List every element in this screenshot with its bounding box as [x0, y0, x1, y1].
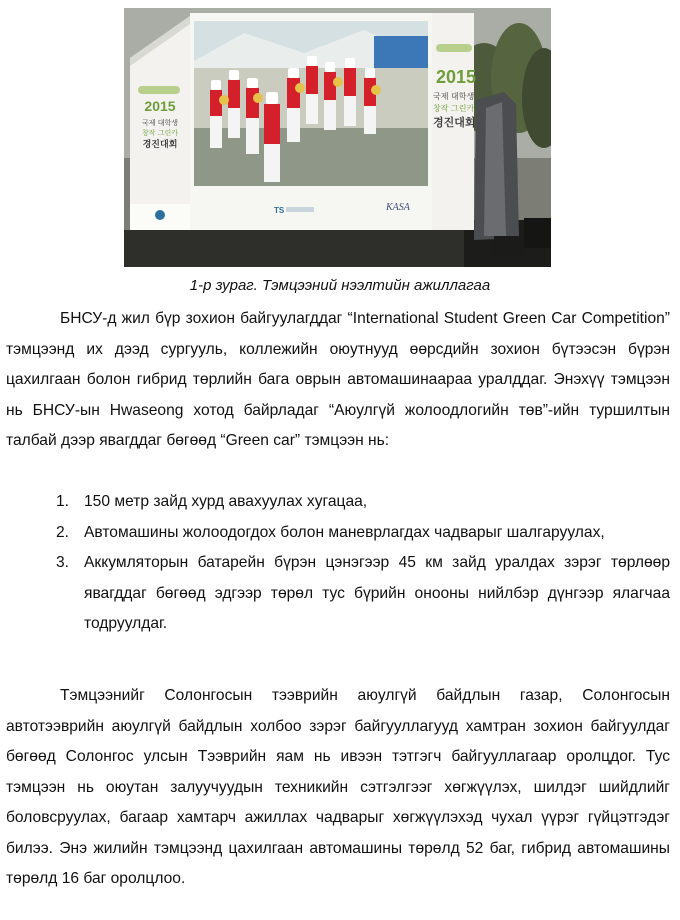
list-item-text: Аккумляторын батарейн бүрэн цэнэгээр 45 км зайд уралдах зэрэг төрлөөр явагддаг бөгөөд эдгээр төрөл тус бүрийн онооны нийлбэр дүнгээр ялагчаа тодруулдаг.	[84, 554, 670, 632]
competition-events-list	[6, 487, 670, 640]
paragraph-intro: БНСУ-д жил бүр зохион байгуулагддаг “International Student Green Car Competition” тэмцээнд их дээд сургууль, коллежийн оюутнууд өөрсдийн зохион бүтээсэн бүрэн цахилгаан болон гибрид төрлийн бага оврын автомашинаараа уралддаг. Энэхүү тэмцээн нь БНСУ-ын Hwaseong хотод байрладаг “Аюулгүй жолоодлогийн төв”-ийн туршилтын талбай дээр явагддаг бөгөөд “Green car” тэмцээн нь:	[6, 310, 670, 449]
ts-logo: TS	[274, 206, 285, 215]
list-item-number: 3.	[56, 554, 70, 571]
list-item	[6, 487, 670, 518]
right-banner-line1: 국제 대학생	[433, 92, 475, 101]
covered-tower	[474, 92, 519, 240]
stage-screen-illustration	[124, 8, 551, 267]
list-item-text: 150 метр зайд хурд авахуулах хугацаа,	[84, 493, 368, 510]
list-item	[6, 548, 670, 640]
left-banner-year: 2015	[144, 98, 176, 114]
paragraph-organizers: Тэмцээнийг Солонгосын тээврийн аюулгүй байдлын газар, Солонгосын автотээврийн аюулгүй байдлын холбоо зэрэг байгууллагууд хамтран зохион байгуулдаг бөгөөд Солонгос улсын Тээврийн яам нь ивээн тэтгэгч байгууллагаар оролцдог. Тус тэмцээн нь оюутан залуучуудын техникийн сэтгэлгээг хөгжүүлэх, шилдэг шийдлийг боловсруулах, багаар хамтарч ажиллах чадварыг хөгжүүлэхэд чухал үүрэг гүйцэтгэдэг билээ. Энэ жилийн тэмцээнд цахилгаан автомашины төрөлд 52 баг, гибрид автомашины төрөлд 16 баг оролцлоо.	[6, 687, 670, 887]
left-banner-line1: 국제 대학생	[141, 119, 179, 127]
right-banner-line3: 경진대회	[433, 116, 476, 129]
list-item-number: 1.	[56, 493, 70, 510]
list-item-number: 2.	[56, 523, 70, 541]
ministry-logo-icon	[155, 210, 165, 220]
list-item-text: Автомашины жолоодогдох болон маневрлагдах чадварыг шалгаруулах,	[84, 523, 605, 541]
right-banner	[432, 13, 476, 230]
left-banner-line2: 창작 그린카	[141, 129, 179, 137]
right-banner-year: 2015	[435, 67, 477, 87]
kasa-logo: KASA	[386, 202, 410, 213]
event-photo	[124, 8, 551, 267]
left-banner-line3: 경진대회	[142, 140, 178, 150]
figure-caption: 1-р зураг. Тэмцээний нээлтийн ажиллагаа	[189, 277, 491, 294]
center-screen	[190, 13, 432, 230]
list-item	[6, 518, 670, 549]
right-banner-line2: 창작 그린카	[433, 104, 475, 113]
